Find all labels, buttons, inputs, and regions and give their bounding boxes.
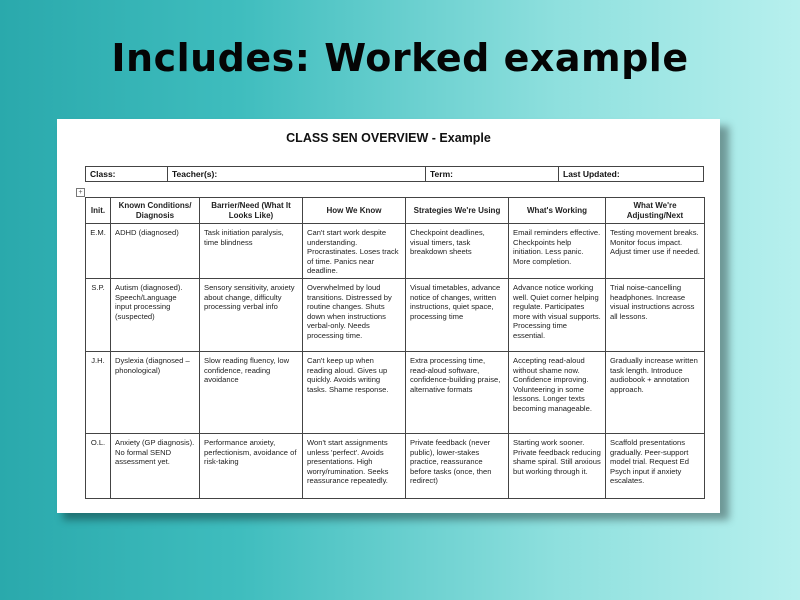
meta-teachers-label: Teacher(s): xyxy=(168,167,426,182)
table-row xyxy=(86,279,705,352)
cell-whats-working: Advance notice working well. Quiet corner helping regulate. Participates more with visual supports. Processing time essential. xyxy=(509,279,606,352)
cell-conditions: Autism (diagnosed). Speech/Language input processing (suspected) xyxy=(111,279,200,352)
cell-conditions: Anxiety (GP diagnosis). No formal SEND assessment yet. xyxy=(111,434,200,499)
header-how-we-know: How We Know xyxy=(303,198,406,224)
meta-table xyxy=(85,166,704,182)
document-page xyxy=(57,119,720,513)
header-adjusting-next: What We're Adjusting/Next xyxy=(606,198,705,224)
cell-strategies: Visual timetables, advance notice of changes, written instructions, quiet space, processing time xyxy=(406,279,509,352)
header-conditions: Known Conditions/ Diagnosis xyxy=(111,198,200,224)
cell-barrier: Slow reading fluency, low confidence, reading avoidance xyxy=(200,352,303,434)
cell-adjusting-next: Gradually increase written task length. Introduce audiobook + annotation approach. xyxy=(606,352,705,434)
cell-how-we-know: Can't keep up when reading aloud. Gives up quickly. Avoids writing tasks. Shame response. xyxy=(303,352,406,434)
table-row xyxy=(86,352,705,434)
header-whats-working: What's Working xyxy=(509,198,606,224)
cell-init: J.H. xyxy=(86,352,111,434)
table-move-handle-icon[interactable]: + xyxy=(76,188,85,197)
cell-conditions: ADHD (diagnosed) xyxy=(111,224,200,279)
header-barrier: Barrier/Need (What It Looks Like) xyxy=(200,198,303,224)
cell-strategies: Checkpoint deadlines, visual timers, task breakdown sheets xyxy=(406,224,509,279)
header-strategies: Strategies We're Using xyxy=(406,198,509,224)
cell-barrier: Task initiation paralysis, time blindness xyxy=(200,224,303,279)
cell-conditions: Dyslexia (diagnosed – phonological) xyxy=(111,352,200,434)
slide-title: Includes: Worked example xyxy=(111,36,689,80)
table-row xyxy=(86,434,705,499)
cell-init: O.L. xyxy=(86,434,111,499)
cell-how-we-know: Overwhelmed by loud transitions. Distressed by routine changes. Shuts down when instructions verbal-only. Needs processing time. xyxy=(303,279,406,352)
cell-whats-working: Starting work sooner. Private feedback reducing shame spiral. Still anxious but working through it. xyxy=(509,434,606,499)
header-init: Init. xyxy=(86,198,111,224)
cell-strategies: Extra processing time, read-aloud software, confidence-building praise, alternative formats xyxy=(406,352,509,434)
document-title: CLASS SEN OVERVIEW - Example xyxy=(286,131,491,145)
cell-init: S.P. xyxy=(86,279,111,352)
sen-overview-table xyxy=(85,197,705,499)
cell-whats-working: Email reminders effective. Checkpoints help initiation. Less panic. More completion. xyxy=(509,224,606,279)
cell-barrier: Performance anxiety, perfectionism, avoidance of risk-taking xyxy=(200,434,303,499)
cell-init: E.M. xyxy=(86,224,111,279)
meta-updated-label: Last Updated: xyxy=(559,167,704,182)
cell-adjusting-next: Scaffold presentations gradually. Peer-support model trial. Request Ed Psych input if anxiety escalates. xyxy=(606,434,705,499)
cell-barrier: Sensory sensitivity, anxiety about change, difficulty processing verbal info xyxy=(200,279,303,352)
table-row xyxy=(86,224,705,279)
cell-how-we-know: Can't start work despite understanding. Procrastinates. Loses track of time. Panics near deadline. xyxy=(303,224,406,279)
cell-adjusting-next: Testing movement breaks. Monitor focus impact. Adjust timer use if needed. xyxy=(606,224,705,279)
cell-whats-working: Accepting read-aloud without shame now. Confidence improving. Volunteering in some lessons. Longer texts becoming manageable. xyxy=(509,352,606,434)
cell-how-we-know: Won't start assignments unless 'perfect'. Avoids presentations. High worry/rumination. Seeks reassurance repeatedly. xyxy=(303,434,406,499)
cell-strategies: Private feedback (never public), lower-stakes practice, reassurance before tasks (once, then redirect) xyxy=(406,434,509,499)
cell-adjusting-next: Trial noise-cancelling headphones. Increase visual instructions across all lessons. xyxy=(606,279,705,352)
meta-class-label: Class: xyxy=(86,167,168,182)
table-header-row xyxy=(86,198,705,224)
meta-term-label: Term: xyxy=(426,167,559,182)
